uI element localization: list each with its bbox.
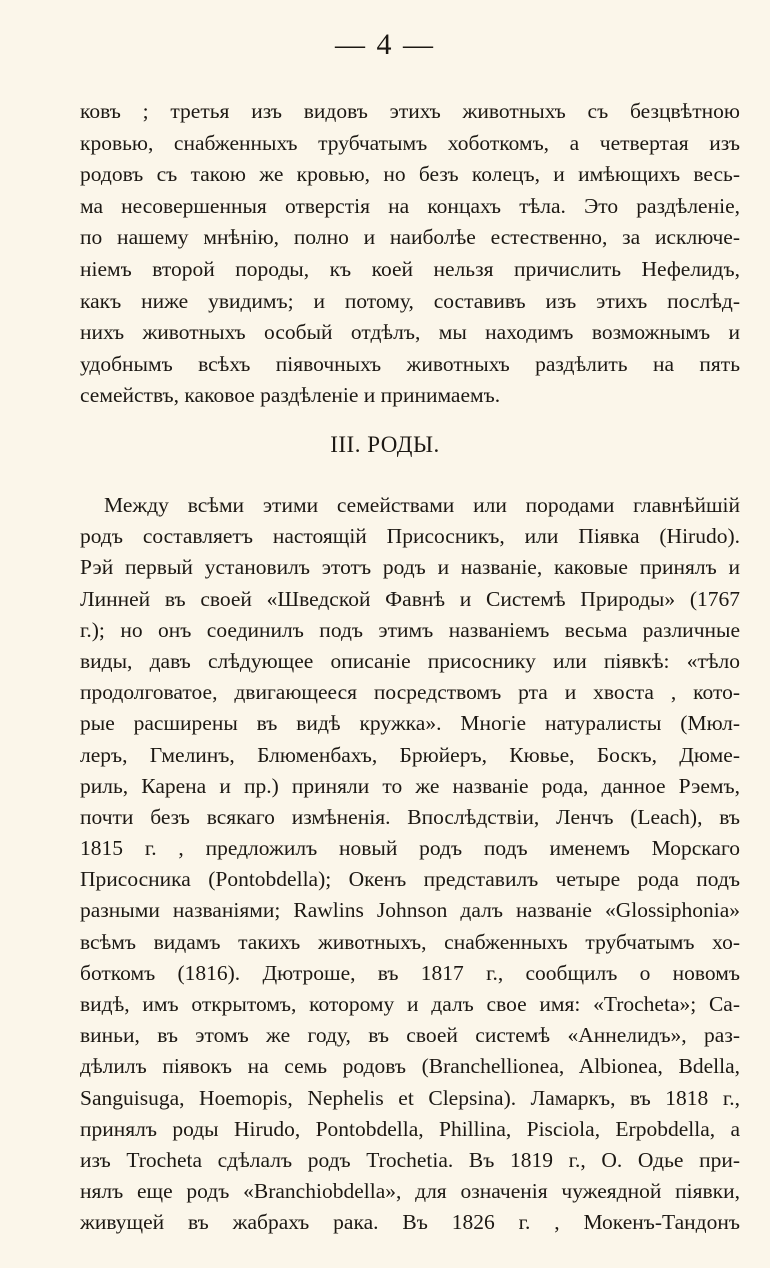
text-line: живущей въ жабрахъ рака. Въ 1826 г. , Мокенъ-Тандонъ: [80, 1210, 740, 1235]
text-line: по нашему мнѣнію, полно и наиболѣе естественно, за исключе-: [80, 225, 740, 250]
text-line: ковъ ; третья изъ видовъ этихъ животныхъ съ безцвѣтною: [80, 99, 740, 123]
text-line: риль, Карена и пр.) приняли то же названіе рода, данное Рэемъ,: [80, 773, 740, 798]
text-line: нихъ животныхъ особый отдѣлъ, мы находимъ возможнымъ и: [80, 320, 740, 345]
paragraph-genera: [80, 490, 740, 1239]
page-number: — 4 —: [335, 28, 435, 61]
text-line: родовъ съ такою же кровью, но безъ колецъ, и имѣющихъ весь-: [80, 162, 740, 187]
text-line: продолговатое, двигающееся посредствомъ рта и хвоста , кото-: [80, 680, 740, 705]
text-line: Линней въ своей «Шведской Фавнѣ и Системѣ Природы» (1767: [80, 586, 740, 611]
text-line: Между всѣми этими семействами или породами главнѣйшій: [104, 493, 740, 517]
text-line: удобнымъ всѣхъ піявочныхъ животныхъ раздѣлить на пять: [80, 351, 740, 376]
text-line: разными названіями; Rawlins Johnson далъ названіе «Glossiphonia»: [80, 898, 740, 923]
text-line: виды, давъ слѣдующее описаніе присоснику или піявкѣ: «тѣло: [80, 648, 740, 673]
text-line: ма несовершенныя отверстія на концахъ тѣла. Это раздѣленіе,: [80, 193, 740, 218]
text-line: видѣ, имъ открытомъ, которому и далъ свое имя: «Trocheta»; Са-: [80, 992, 740, 1016]
paragraph-continuation: [80, 96, 740, 412]
text-line: Рэй первый установилъ этотъ родъ и названіе, каковые принялъ и: [80, 555, 740, 580]
text-line: всѣмъ видамъ такихъ животныхъ, снабженныхъ трубчатымъ хо-: [80, 929, 740, 954]
text-line: дѣлилъ піявокъ на семь родовъ (Branchellionea, Albionea, Bdella,: [80, 1054, 740, 1079]
text-line: принялъ роды Hirudo, Pontobdella, Phillina, Pisciola, Erpobdella, а: [80, 1116, 740, 1141]
text-line: г.); но онъ соединилъ подъ этимъ названіемъ весьма различные: [80, 617, 740, 642]
text-line: леръ, Гмелинъ, Блюменбахъ, Брюйеръ, Кювье, Боскъ, Дюме-: [80, 742, 740, 767]
text-line: Присосника (Pontobdella); Окенъ представилъ четыре рода подъ: [80, 867, 740, 892]
text-line: кровью, снабженныхъ трубчатымъ хоботкомъ, а четвертая изъ: [80, 130, 740, 155]
text-line: изъ Trocheta сдѣлалъ родъ Trochetia. Въ 1819 г., О. Одье при-: [80, 1147, 740, 1172]
text-line: почти безъ всякаго измѣненія. Впослѣдствіи, Ленчъ (Leach), въ: [80, 804, 740, 829]
text-line: боткомъ (1816). Дютроше, въ 1817 г., сообщилъ о новомъ: [80, 960, 740, 985]
text-line: какъ ниже увидимъ; и потому, составивъ изъ этихъ послѣд-: [80, 288, 740, 313]
text-line: семействъ, каковое раздѣленіе и принимаемъ.: [80, 383, 501, 408]
section-heading: III. РОДЫ.: [330, 432, 440, 457]
text-line: Sanguisuga, Hoemopis, Nephelis et Clepsina). Ламаркъ, въ 1818 г.,: [80, 1085, 740, 1110]
text-line: нялъ еще родъ «Branchiobdella», для означенія чужеядной піявки,: [80, 1179, 740, 1204]
text-line: рые расширены въ видѣ кружка». Многіе натуралисты (Мюл-: [80, 711, 740, 736]
text-line: виньи, въ этомъ же году, въ своей системѣ «Аннелидъ», раз-: [80, 1023, 740, 1048]
text-line: ніемъ второй породы, къ коей нельзя причислить Нефелидъ,: [80, 256, 740, 281]
text-line: родъ составляетъ настоящій Присосникъ, или Піявка (Hirudo).: [80, 524, 740, 549]
text-line: 1815 г. , предложилъ новый родъ подъ именемъ Морскаго: [80, 836, 740, 861]
